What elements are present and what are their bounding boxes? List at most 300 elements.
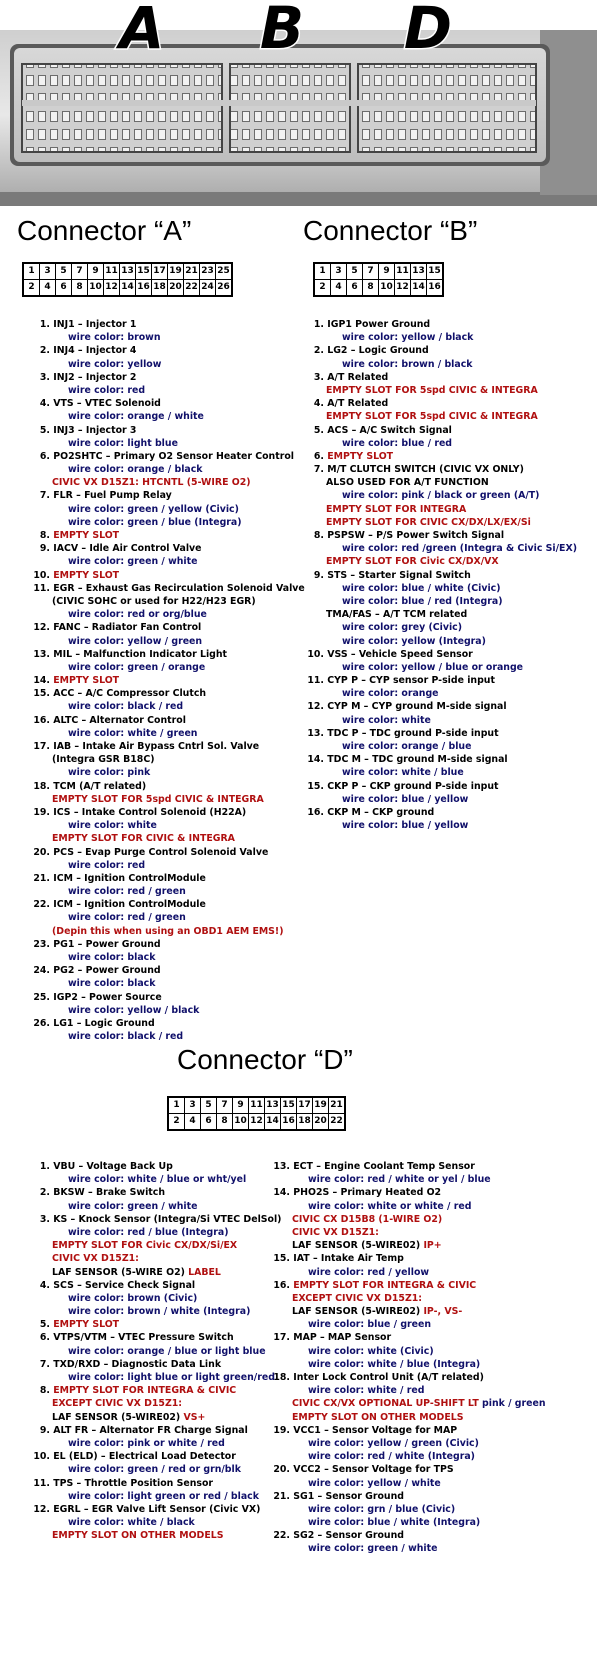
pin-number: 11.	[307, 675, 324, 687]
pin-title-line	[30, 1186, 281, 1199]
pin-title-line	[270, 1160, 546, 1173]
wire-color-text: wire color: yellow / green	[68, 635, 203, 647]
note-text: EMPTY SLOT	[53, 569, 120, 581]
connector-b-pin-list	[304, 318, 577, 832]
pin-cell: 7	[217, 1097, 233, 1114]
pin-description: PHO2S – Primary Heated O2	[293, 1187, 442, 1199]
pin-detail-line	[270, 1292, 546, 1305]
wire-color-text: wire color: black / red	[68, 701, 184, 713]
pin-number: 15.	[33, 688, 50, 700]
pin-number: 24.	[33, 965, 50, 977]
pin-cell: 2	[314, 280, 331, 297]
pin-title-line	[30, 648, 305, 661]
pin-title-line	[30, 318, 305, 331]
wire-color-text: wire color: red / white or yel / blue	[308, 1174, 491, 1186]
pin-detail-line	[30, 859, 305, 872]
pin-title-line	[30, 1450, 281, 1463]
note-text: CIVIC VX D15Z1:	[52, 1253, 139, 1265]
pin-number: 10.	[307, 648, 324, 660]
pin-entry	[304, 371, 577, 397]
pin-entry	[304, 700, 577, 726]
pin-title-line	[304, 371, 577, 384]
pin-description: Inter Lock Control Unit (A/T related)	[293, 1372, 484, 1383]
pin-cell: 14	[411, 280, 427, 297]
pin-title-line	[30, 898, 305, 911]
pin-detail-line	[30, 793, 305, 806]
note-text: EMPTY SLOT FOR INTEGRA & CIVIC	[53, 1385, 237, 1397]
pin-entry	[304, 529, 577, 569]
pin-number: 9.	[313, 569, 324, 581]
pin-number: 1.	[313, 319, 324, 330]
pin-number: 19.	[273, 1424, 290, 1436]
pin-number: 3.	[39, 1213, 50, 1225]
pin-description: INJ2 – Injector 2	[53, 371, 137, 383]
pin-detail-line	[30, 1239, 281, 1252]
pin-description: CKP M – CKP ground	[327, 806, 435, 818]
pin-description: M/T CLUTCH SWITCH (CIVIC VX ONLY)	[327, 464, 524, 476]
pin-description: VCC1 – Sensor Voltage for MAP	[293, 1424, 458, 1436]
wire-color-text: wire color: white	[342, 714, 431, 726]
wire-color-text: wire color: red / green	[68, 912, 186, 924]
pin-entry	[30, 1331, 281, 1357]
pin-detail-line	[304, 687, 577, 700]
wire-color-text: wire color: red / blue (Integra)	[68, 1226, 229, 1238]
pin-title-line	[30, 991, 305, 1004]
pin-cell: 16	[136, 280, 152, 297]
pin-title-line	[30, 489, 305, 502]
pin-extra-text: pink / green	[482, 1398, 546, 1410]
pin-detail-line	[304, 516, 577, 529]
note-text: EMPTY SLOT FOR INTEGRA & CIVIC	[293, 1279, 477, 1291]
pin-title-line	[304, 463, 577, 476]
pin-detail-line	[304, 410, 577, 423]
pin-detail-line	[30, 766, 305, 779]
pin-description: IGP1 Power Ground	[327, 319, 431, 330]
pin-detail-line	[30, 358, 305, 371]
pin-cell: 19	[313, 1097, 329, 1114]
pin-description: CKP P – CKP ground P-side input	[327, 780, 499, 792]
wire-color-text: wire color: orange / blue or light blue	[68, 1345, 266, 1357]
pin-entry	[30, 898, 305, 938]
pin-title-line	[30, 621, 305, 634]
pin-detail-line	[30, 1437, 281, 1450]
wire-color-text: wire color: yellow	[68, 358, 162, 370]
pin-title-line	[30, 964, 305, 977]
wire-color-text: wire color: black	[68, 952, 156, 963]
pin-number: 13.	[273, 1161, 290, 1172]
pin-description: TXD/RXD – Diagnostic Data Link	[53, 1358, 222, 1370]
pin-number: 9.	[39, 543, 50, 555]
pin-detail-line	[304, 489, 577, 502]
pin-entry	[30, 938, 305, 964]
note-text: EMPTY SLOT FOR 5spd CIVIC & INTEGRA	[52, 793, 264, 805]
pin-grid-row	[168, 1114, 345, 1131]
pin-entry	[270, 1331, 546, 1371]
pin-title-line	[304, 700, 577, 713]
wire-color-text: wire color: green / white	[68, 556, 198, 568]
wire-color-text: wire color: white / blue or wht/yel	[68, 1174, 247, 1186]
pin-detail-line	[304, 819, 577, 832]
pin-number: 20.	[273, 1464, 290, 1476]
pin-number: 9.	[39, 1424, 50, 1436]
pin-description: ACS – A/C Switch Signal	[327, 424, 452, 436]
pin-detail-line	[270, 1516, 546, 1529]
pin-title-line	[30, 397, 305, 410]
pin-detail-line	[270, 1411, 546, 1424]
pin-number: 16.	[33, 714, 50, 726]
ecu-connector-photo	[0, 0, 597, 212]
pin-entry	[304, 463, 577, 529]
pin-title-line	[30, 1279, 281, 1292]
pin-description: LG2 – Logic Ground	[327, 345, 429, 357]
pin-cell: 20	[168, 280, 184, 297]
pin-entry	[304, 344, 577, 370]
pin-detail-line	[270, 1384, 546, 1397]
pin-number: 26.	[33, 1017, 50, 1029]
note-text: CIVIC CX/VX OPTIONAL UP-SHIFT LT	[292, 1398, 483, 1410]
pin-detail-line	[30, 700, 305, 713]
pin-detail-line	[304, 555, 577, 568]
pin-description: PO2SHTC – Primary O2 Sensor Heater Control	[53, 450, 294, 462]
wire-color-text: wire color: light blue	[68, 437, 178, 449]
wire-color-text: wire color: white / red	[308, 1385, 425, 1397]
wire-color-text: wire color: white / black	[68, 1517, 195, 1529]
wire-color-text: wire color: light blue or light green/red	[68, 1372, 275, 1383]
pin-title-line	[304, 318, 577, 331]
pin-detail-line	[304, 437, 577, 450]
pin-entry	[30, 397, 305, 423]
pin-description: PSPSW – P/S Power Switch Signal	[327, 530, 505, 541]
wire-color-text: wire color: green / yellow (Civic)	[68, 503, 239, 515]
connector-a-pin-grid	[22, 262, 233, 297]
pin-description: STS – Starter Signal Switch	[327, 569, 471, 581]
wire-color-text: wire color: blue / yellow	[342, 820, 469, 832]
pin-number: 13.	[33, 648, 50, 660]
pin-entry	[30, 1424, 281, 1450]
pin-cell: 2	[168, 1114, 185, 1131]
pin-description: SG1 – Sensor Ground	[293, 1490, 404, 1502]
pin-number: 7.	[313, 464, 324, 476]
pin-cell: 12	[104, 280, 120, 297]
pin-number: 6.	[39, 1332, 50, 1344]
pin-cell: 11	[104, 263, 120, 280]
wire-color-text: wire color: brown / black	[342, 358, 473, 370]
pin-title-line	[30, 344, 305, 357]
pin-cell: 15	[427, 263, 444, 280]
pin-title-line	[30, 780, 305, 793]
pin-entry	[30, 1213, 281, 1279]
pin-entry	[304, 397, 577, 423]
pin-description: VTS – VTEC Solenoid	[53, 398, 161, 410]
pin-detail-line	[30, 1252, 281, 1265]
pin-grid-row	[23, 280, 232, 297]
pin-description: LAF SENSOR (5-WIRE02)	[292, 1306, 424, 1318]
pin-cell: 3	[331, 263, 347, 280]
pin-entry	[30, 344, 305, 370]
pin-cell: 3	[185, 1097, 201, 1114]
pin-cell: 11	[249, 1097, 265, 1114]
pin-description: FANC – Radiator Fan Control	[53, 622, 202, 634]
pin-description: A/T Related	[327, 371, 389, 383]
pin-cell: 21	[329, 1097, 346, 1114]
pin-entry	[30, 1318, 281, 1331]
pin-detail-line	[30, 911, 305, 924]
wire-color-text: wire color: blue / white (Integra)	[308, 1517, 481, 1529]
pin-cell: 13	[120, 263, 136, 280]
pin-title-line	[270, 1424, 546, 1437]
pin-number: 12.	[307, 701, 324, 713]
connector-b-pin-grid	[313, 262, 444, 297]
pin-detail-line	[30, 1463, 281, 1476]
pin-detail-line	[30, 1490, 281, 1503]
pin-cell: 9	[379, 263, 395, 280]
pin-detail-line	[270, 1345, 546, 1358]
wire-color-text: wire color: pink	[68, 767, 151, 779]
pin-description: ICS – Intake Control Solenoid (H22A)	[53, 806, 247, 818]
pin-cell: 8	[363, 280, 379, 297]
pin-entry	[30, 674, 305, 687]
wire-color-text: wire color: white / blue	[342, 767, 464, 779]
wire-color-text: wire color: blue / red	[342, 437, 453, 449]
pin-detail-line	[270, 1318, 546, 1331]
pin-number: 2.	[39, 1187, 50, 1199]
pin-entry	[304, 450, 577, 463]
pin-description: EGR – Exhaust Gas Recirculation Solenoid Valve	[53, 582, 305, 594]
pin-entry	[30, 740, 305, 780]
pin-cell: 1	[168, 1097, 185, 1114]
pin-cell: 6	[347, 280, 363, 297]
pin-description: PG2 – Power Ground	[53, 965, 161, 977]
pin-number: 16.	[273, 1279, 290, 1291]
pin-detail-line	[30, 1529, 281, 1542]
pin-detail-line	[304, 595, 577, 608]
pin-number: 8.	[39, 1385, 50, 1397]
pin-detail-line	[304, 793, 577, 806]
pin-title-line	[304, 424, 577, 437]
pin-entry	[270, 1529, 546, 1555]
pin-detail-line	[30, 1004, 305, 1017]
pin-cell: 18	[297, 1114, 313, 1131]
pin-number: 4.	[39, 1279, 50, 1291]
pin-entry	[30, 318, 305, 344]
pin-description: PG1 – Power Ground	[53, 938, 161, 950]
wire-color-text: wire color: blue / green	[308, 1319, 432, 1331]
pin-cell: 6	[56, 280, 72, 297]
connector-a-pin-list	[30, 318, 305, 1043]
pin-detail-line	[270, 1477, 546, 1490]
pin-entry	[270, 1371, 546, 1424]
pin-entry	[270, 1252, 546, 1278]
pin-grid-row	[23, 263, 232, 280]
pin-entry	[30, 569, 305, 582]
wire-color-text: wire color: light green or red / black	[68, 1490, 259, 1502]
pin-title-line	[30, 450, 305, 463]
pin-title-line	[304, 806, 577, 819]
pin-entry	[30, 1017, 305, 1043]
pin-entry	[304, 674, 577, 700]
pin-entry	[30, 648, 305, 674]
pin-number: 3.	[313, 371, 324, 383]
pin-detail-line	[30, 1305, 281, 1318]
pin-number: 5.	[39, 424, 50, 436]
pin-detail-line	[30, 1397, 281, 1410]
pin-number: 3.	[39, 371, 50, 383]
pin-cell: 1	[314, 263, 331, 280]
pin-cell: 15	[136, 263, 152, 280]
wire-color-text: wire color: green / orange	[68, 661, 206, 673]
pin-detail-line	[30, 503, 305, 516]
pin-cell: 11	[395, 263, 411, 280]
pin-number: 2.	[39, 345, 50, 357]
note-text: EMPTY SLOT FOR Civic CX/DX/Si/EX	[52, 1240, 238, 1252]
pin-detail-line	[30, 608, 305, 621]
note-text: CIVIC VX D15Z1: HTCNTL (5-WIRE O2)	[52, 477, 251, 489]
connector-a-title: Connector “A”	[17, 215, 192, 246]
pin-cell: 4	[40, 280, 56, 297]
pin-cell: 23	[200, 263, 216, 280]
pin-title-line	[30, 1384, 281, 1397]
pin-cell: 5	[56, 263, 72, 280]
pin-title-line	[304, 529, 577, 542]
pin-detail-line	[304, 635, 577, 648]
pin-description: LAF SENSOR (5-WIRE O2)	[52, 1266, 189, 1278]
pin-description: LG1 – Logic Ground	[53, 1017, 155, 1029]
wire-color-text: wire color: yellow (Integra)	[342, 635, 486, 647]
note-text: EMPTY SLOT ON OTHER MODELS	[292, 1411, 464, 1423]
pin-cell: 9	[233, 1097, 249, 1114]
pin-detail-line	[304, 358, 577, 371]
pin-entry	[30, 1450, 281, 1476]
pin-number: 11.	[33, 582, 50, 594]
wire-color-text: wire color: white	[68, 820, 157, 832]
pin-entry	[304, 753, 577, 779]
pin-detail-line	[30, 384, 305, 397]
pin-title-line	[304, 569, 577, 582]
note-text: EMPTY SLOT	[53, 1319, 120, 1331]
pin-cell: 8	[72, 280, 88, 297]
pin-detail-line	[30, 951, 305, 964]
pin-number: 18.	[273, 1372, 290, 1383]
pin-number: 8.	[313, 530, 324, 541]
pin-description: IAT – Intake Air Temp	[293, 1253, 404, 1265]
pin-title-line	[304, 753, 577, 766]
pin-title-line	[30, 582, 305, 595]
pin-title-line	[30, 740, 305, 753]
pin-number: 4.	[313, 398, 324, 410]
pin-detail-line	[30, 661, 305, 674]
pin-description: INJ4 – Injector 4	[53, 345, 137, 357]
pin-number: 20.	[33, 846, 50, 858]
wire-color-text: wire color: brown / white (Integra)	[68, 1306, 251, 1318]
pin-cell: 16	[427, 280, 444, 297]
pin-entry	[30, 872, 305, 898]
wire-color-text: wire color: brown (Civic)	[68, 1292, 198, 1304]
pin-description: TCM (A/T related)	[53, 780, 147, 792]
pin-detail-line	[30, 437, 305, 450]
wire-color-text: wire color: yellow / blue or orange	[342, 661, 524, 673]
pin-title-line	[30, 371, 305, 384]
pin-detail-line	[270, 1397, 546, 1410]
pin-detail-line	[30, 555, 305, 568]
pin-cell: 14	[265, 1114, 281, 1131]
pin-description: VTPS/VTM – VTEC Pressure Switch	[53, 1332, 234, 1344]
pin-detail-line	[30, 331, 305, 344]
pin-title-line	[30, 529, 305, 542]
pin-detail-line	[304, 661, 577, 674]
pin-title-line	[30, 1503, 281, 1516]
pin-entry	[30, 806, 305, 846]
note-text: EXCEPT CIVIC VX D15Z1:	[52, 1398, 183, 1410]
pin-detail-line	[30, 595, 305, 608]
pin-description: SG2 – Sensor Ground	[293, 1530, 404, 1542]
wire-color-text: wire color: red	[68, 384, 146, 396]
pin-detail-line	[304, 582, 577, 595]
wire-color-text: wire color: red / yellow	[308, 1266, 430, 1278]
pin-description: VSS – Vehicle Speed Sensor	[327, 648, 473, 660]
pin-description: INJ1 – Injector 1	[53, 319, 137, 330]
pin-detail-line	[30, 1411, 281, 1424]
pin-description: ECT – Engine Coolant Temp Sensor	[293, 1161, 475, 1172]
pin-detail-line	[270, 1450, 546, 1463]
pin-description: ICM – Ignition ControlModule	[53, 899, 206, 911]
wire-color-text: wire color: grey (Civic)	[342, 622, 463, 634]
wire-color-text: wire color: blue / white (Civic)	[342, 582, 501, 594]
note-text: CIVIC CX D15B8 (1-WIRE O2)	[292, 1213, 443, 1225]
pin-number: 23.	[33, 938, 50, 950]
pin-description: BKSW – Brake Switch	[53, 1187, 166, 1199]
pin-title-line	[30, 1213, 281, 1226]
pin-entry	[30, 1503, 281, 1543]
pin-description: (Integra GSR B18C)	[52, 754, 155, 766]
pin-cell: 8	[217, 1114, 233, 1131]
wire-color-text: wire color: white / green	[68, 727, 198, 739]
pin-title-line	[304, 780, 577, 793]
pin-detail-line	[30, 1292, 281, 1305]
pin-cell: 6	[201, 1114, 217, 1131]
pin-title-line	[30, 1358, 281, 1371]
pin-entry	[30, 846, 305, 872]
pin-entry	[30, 1186, 281, 1212]
wire-color-text: wire color: grn / blue (Civic)	[308, 1503, 456, 1515]
pin-number: 18.	[33, 780, 50, 792]
pin-cell: 1	[23, 263, 40, 280]
pin-entry	[30, 1279, 281, 1319]
pin-title-line	[30, 938, 305, 951]
pin-title-line	[30, 542, 305, 555]
pin-detail-line	[30, 476, 305, 489]
pin-cell: 26	[216, 280, 233, 297]
pin-detail-line	[304, 714, 577, 727]
pin-description: TMA/FAS – A/T TCM related	[326, 609, 468, 621]
pin-number: 19.	[33, 806, 50, 818]
pin-title-line	[304, 397, 577, 410]
pin-detail-line	[30, 635, 305, 648]
pin-detail-line	[30, 1516, 281, 1529]
pin-number: 13.	[307, 727, 324, 739]
pin-grid-row	[168, 1097, 345, 1114]
pin-number: 7.	[39, 490, 50, 502]
wire-color-text: wire color: white or white / red	[308, 1200, 472, 1212]
pin-entry	[304, 569, 577, 648]
pin-title-line	[270, 1279, 546, 1292]
pin-entry	[30, 582, 305, 622]
pin-entry	[30, 1477, 281, 1503]
pin-entry	[30, 1160, 281, 1186]
pin-cell: 10	[379, 280, 395, 297]
wire-color-text: wire color: orange / black	[68, 464, 203, 476]
connector-d-pin-list-left	[30, 1160, 281, 1542]
pin-title-line	[270, 1331, 546, 1344]
